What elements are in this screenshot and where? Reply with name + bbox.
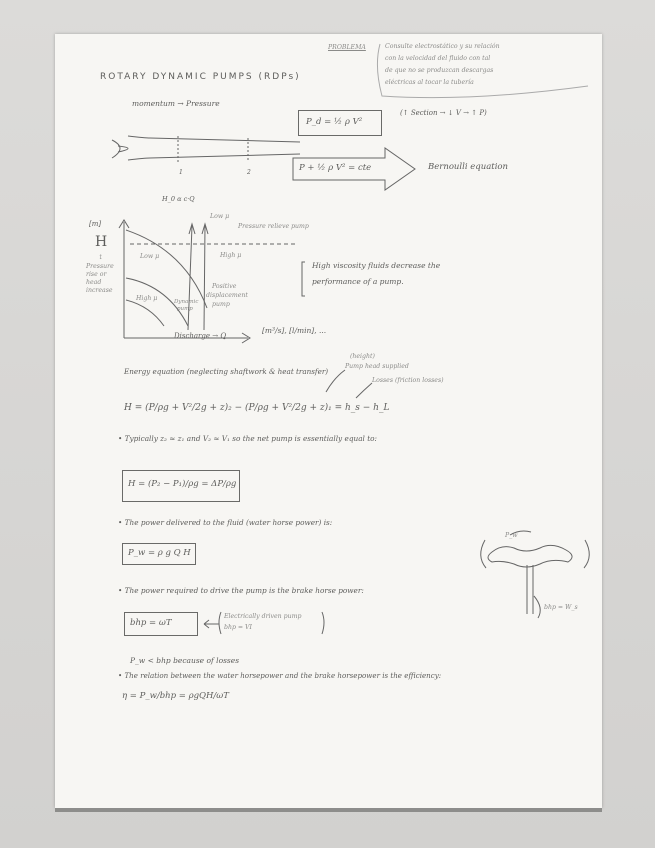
momentum-text: momentum → Pressure bbox=[132, 99, 220, 108]
brake-power-intro: • The power required to drive the pump is the brake horse power: bbox=[118, 586, 364, 595]
viscosity-note-1: High viscosity fluids decrease the bbox=[312, 261, 441, 270]
viscosity-note-2: performance of a pump. bbox=[312, 277, 404, 286]
brake-note-bracket bbox=[219, 612, 324, 634]
problem-line-2: con la velocidad del fluido con tal bbox=[385, 55, 491, 62]
water-power-intro: • The power delivered to the fluid (water horse power) is: bbox=[118, 518, 333, 527]
axis-desc-3: rise or bbox=[86, 271, 107, 278]
page-title: ROTARY DYNAMIC PUMPS (RDPs) bbox=[100, 72, 301, 82]
brake-power-formula: bhp = ωT bbox=[130, 618, 172, 628]
bernoulli-formula: P + ½ ρ V² = cte bbox=[299, 163, 372, 173]
efficiency-intro: • The relation between the water horsepower and the brake horsepower is the efficiency: bbox=[118, 671, 442, 680]
pipe-point-2: 2 bbox=[247, 169, 251, 176]
losses-note: Losses (friction losses) bbox=[372, 377, 444, 384]
water-power-formula: P_w = ρ g Q H bbox=[128, 548, 191, 558]
axis-unit: [m] bbox=[89, 220, 102, 228]
brake-note-1: Electrically driven pump bbox=[224, 613, 302, 620]
brake-note-arrow bbox=[204, 620, 219, 628]
positive-label-3: pump bbox=[212, 301, 230, 308]
pump-head-pointer bbox=[326, 370, 345, 392]
brake-note-2: bhp = VI bbox=[224, 624, 252, 631]
axis-desc-1: ↕ bbox=[98, 254, 104, 261]
high-mu-left: High μ bbox=[136, 295, 158, 302]
bernoulli-arrow bbox=[293, 148, 415, 190]
problem-label: PROBLEMA bbox=[328, 44, 366, 51]
pump-head-note: Pump head supplied bbox=[345, 363, 409, 370]
high-mu-right: High μ bbox=[220, 252, 242, 259]
problem-bracket bbox=[377, 44, 588, 98]
positive-label-1: Positive bbox=[212, 283, 237, 290]
axis-desc-2: Pressure bbox=[86, 263, 114, 270]
pipe-sketch bbox=[112, 136, 300, 162]
dynamic-label-2: pump bbox=[177, 306, 193, 312]
bernoulli-label: Bernoulli equation bbox=[428, 162, 509, 172]
axis-desc-4: head bbox=[86, 279, 102, 286]
dynamic-pressure-formula: P_d = ½ ρ V² bbox=[306, 117, 363, 127]
graph-top-label: H_0 α c·Q bbox=[162, 195, 195, 203]
typical-text: • Typically z₂ ≈ z₁ and V₂ ≈ V₁ so the net pump is essentially equal to: bbox=[118, 434, 377, 443]
flow-units: [m³/s], [l/min], ... bbox=[262, 326, 327, 335]
pipe-point-1: 1 bbox=[179, 169, 183, 176]
losses-line: P_w < bhp because of losses bbox=[130, 656, 240, 665]
problem-line-4: eléctricas al tocar la tubería bbox=[385, 79, 474, 86]
axis-symbol: H bbox=[95, 234, 108, 250]
relief-label: Pressure relieve pump bbox=[238, 223, 309, 230]
bhp-label: bhp = W_s bbox=[544, 604, 578, 611]
pump-graph bbox=[119, 220, 305, 343]
dynamic-label-1: Dynamic bbox=[174, 299, 199, 305]
height-note: (height) bbox=[350, 353, 375, 360]
axis-desc-5: increase bbox=[86, 287, 113, 294]
efficiency-formula: η = P_w/bhp = ρgQH/ωT bbox=[122, 691, 229, 701]
impeller-sketch bbox=[481, 531, 590, 618]
low-mu-upper: Low μ bbox=[210, 213, 230, 220]
net-head-formula: H = (P₂ − P₁)/ρg = ΔP/ρg bbox=[128, 479, 237, 489]
energy-equation: H = (P/ρg + V²/2g + z)₂ − (P/ρg + V²/2g + z)₁ = h_s − h_L bbox=[124, 403, 390, 413]
low-mu-left: Low μ bbox=[140, 253, 160, 260]
discharge-label: Discharge → Q bbox=[174, 332, 227, 340]
velocity-note: (↑ Section → ↓ V → ↑ P) bbox=[400, 109, 487, 117]
positive-label-2: displacement bbox=[206, 292, 248, 299]
losses-pointer bbox=[356, 383, 372, 398]
energy-intro: Energy equation (neglecting shaftwork & heat transfer) bbox=[124, 367, 329, 376]
pw-label: P_w bbox=[505, 532, 518, 539]
problem-line-3: de que no se produzcan descargas bbox=[385, 67, 494, 74]
problem-line-1: Consulte electrostático y su relación bbox=[385, 43, 500, 50]
